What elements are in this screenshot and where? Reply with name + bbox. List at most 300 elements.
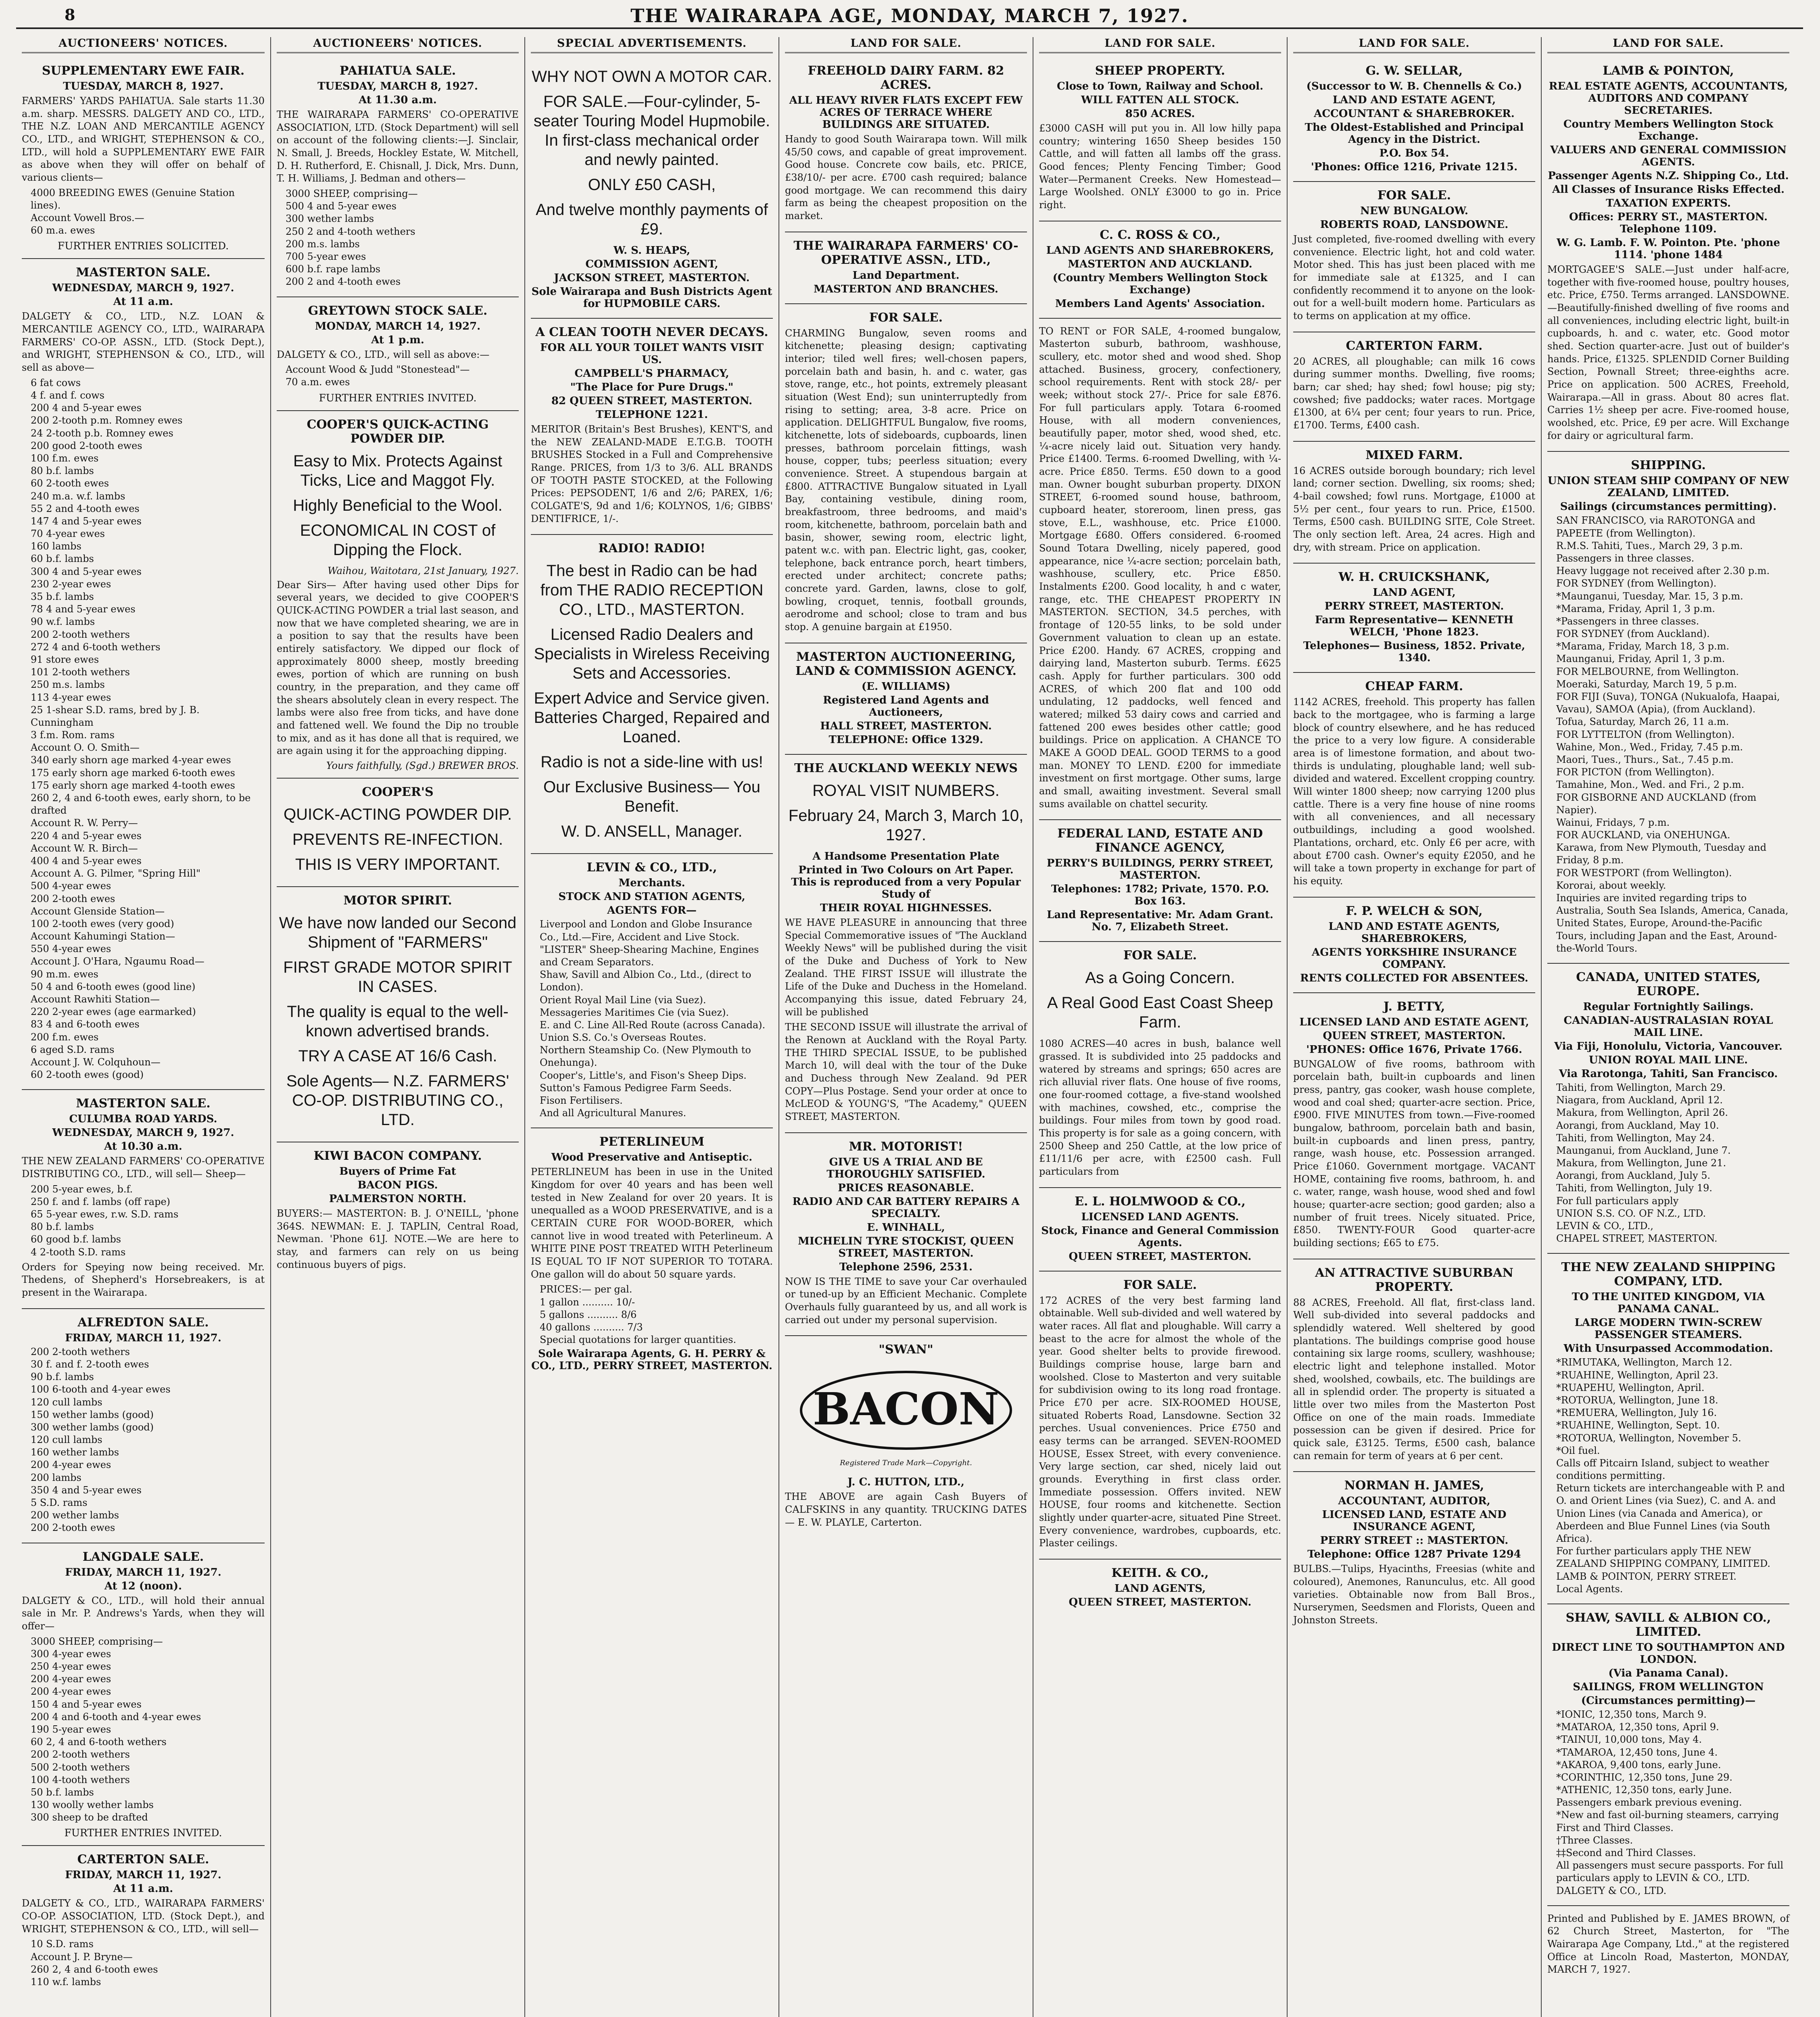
ad-list-item: *TAINUI, 10,000 tons, May 4. <box>1556 1734 1702 1746</box>
ad-list-item: 300 wether lambs (good) <box>31 1421 154 1433</box>
ad-item-list <box>22 1635 265 1824</box>
ad-title: ALFREDTON SALE. <box>77 1315 209 1330</box>
ad-list-item: 60 2-tooth ewes <box>31 478 109 489</box>
ad-list-item: 80 b.f. lambs <box>31 465 94 477</box>
ad-body-text: 1080 ACRES—40 acres in bush, balance well grassed. It is subdivided into 25 paddocks and watered by streams and springs; 650 acres are rich alluvial river flats. One house of five rooms, one four-roomed cottage, a five-stand woolshed with machines, cowshed, etc., comprise the buildings. Four miles from town by good road. This property is for sale as a going concern, with 2500 Sheep and 250 Cattle, at the low price of £11/11/6 per acre, with £2500 cash. Full particulars from <box>1039 1038 1281 1177</box>
column-4 <box>779 37 1033 2017</box>
ad-list-item: 300 wether lambs <box>286 213 374 225</box>
ad-list-item: Cooper's, Little's, and Fison's Sheep Dips. <box>540 1069 747 1081</box>
ad-line: Via Rarotonga, Tahiti, San Francisco. <box>1559 1067 1778 1080</box>
advertisement <box>22 1543 265 1846</box>
ad-list-item: 300 sheep to be drafted <box>31 1812 148 1823</box>
column-3 <box>524 37 779 2017</box>
ad-line: (Successor to W. B. Chennells & Co.) <box>1306 80 1522 92</box>
advertisement <box>1293 993 1535 1259</box>
ad-title: MIXED FARM. <box>1365 448 1463 462</box>
advertisement <box>1293 1259 1535 1472</box>
ad-body-text: BUNGALOW of five rooms, bathroom with porcelain bath, built-in cupboards and linen press, pantry, gas cooker, wash house complete, wood and coal shed; quarter-acre section. Price, £900. FIVE MINUTES from town.—Five-roomed bungalow, bathroom, porcelain bath and basin, built-in cupboards and linen press, pantry, range, wash house, etc. Possession arranged. Price £1060. Government mortgage. VACANT HOME, containing five rooms, bathroom, h. and c. water, range, wash house, wood shed and fowl house; quarter-acre section; good garden; also a number of fruit trees. Nicely situated. Price, £850. TWENTY-FOUR Good quarter-acre building sections; £65 to £75. <box>1293 1058 1535 1249</box>
ad-item-list <box>22 1346 265 1535</box>
ad-line: PERRY'S BUILDINGS, PERRY STREET, MASTERTON. <box>1046 857 1274 882</box>
ad-list-item: Aorangi, from Auckland, May 10. <box>1556 1119 1719 1131</box>
ad-body-text: DALGETY & CO., LTD., will sell as above:— <box>277 349 490 360</box>
ad-item-list <box>1547 1082 1789 1245</box>
ad-title: FOR SALE. <box>869 310 943 325</box>
bacon-logo-graphic <box>793 1364 1019 1469</box>
advertisement <box>1039 1188 1281 1272</box>
advertisement <box>1293 442 1535 564</box>
ad-list-item: 190 5-year ewes <box>31 1723 111 1735</box>
ad-title: A CLEAN TOOTH NEVER DECAYS. <box>535 325 768 339</box>
ad-list-item: 110 w.f. lambs <box>31 1976 101 1988</box>
ad-line: W. S. HEAPS, <box>613 244 691 257</box>
ad-line: Telephone: Office 1287 Private 1294 <box>1307 1548 1521 1561</box>
ad-line: MASTERTON AND BRANCHES. <box>814 283 998 295</box>
ad-line: FRIDAY, MARCH 11, 1927. <box>65 1869 221 1881</box>
ad-line: Telephones— Business, 1852. Private, 1340. <box>1303 640 1526 664</box>
ad-line: "The Place for Pure Drugs." <box>570 381 734 393</box>
ad-display-line: The quality is equal to the well-known advertised brands. <box>287 1002 509 1040</box>
ad-list-item: 90 w.f. lambs <box>31 616 95 628</box>
ad-body-text: PETERLINEUM has been in use in the United Kingdom for over 40 years and has been well tested in New Zealand for over 20 years. It is unequalled as a WOOD PRESERVATIVE, and is a CERTAIN CURE FOR WOOD-BORER, which cannot live in wood treated with Peterlineum. A WHITE PINE POST TREATED WITH Peterlineum IS EQUAL TO IF NOT SUPERIOR TO TOTARA. One gallon will do about 50 square yards. <box>531 1166 773 1280</box>
ad-list-item: Wainui, Fridays, 7 p.m. <box>1556 816 1670 828</box>
ad-line: J. C. HUTTON, LTD., <box>847 1476 964 1489</box>
ad-list-item: 200 good 2-tooth ewes <box>31 440 142 451</box>
ad-list-item: 200 2-tooth ewes <box>31 1522 115 1534</box>
ad-item-list <box>1547 1708 1789 1897</box>
ad-line: CULUMBA ROAD YARDS. <box>69 1113 217 1125</box>
ad-list-item: FOR SYDNEY (from Wellington). <box>1556 578 1717 589</box>
ad-list-item: 220 2-year ewes (age earmarked) <box>31 1006 196 1018</box>
ad-line: ALL HEAVY RIVER FLATS EXCEPT FEW ACRES OF TERRACE WHERE BUILDINGS ARE SITUATED. <box>789 94 1023 131</box>
ad-line: W. G. Lamb. F. W. Pointon. Pte. 'phone 1114. 'phone 1484 <box>1556 237 1780 261</box>
ad-list-item: 500 2-tooth wethers <box>31 1761 130 1773</box>
ad-title: "SWAN" <box>879 1343 933 1357</box>
advertisement <box>785 232 1027 304</box>
ad-list-item: *RUAHINE, Wellington, April 23. <box>1556 1369 1718 1381</box>
column-header: LAND FOR SALE. <box>1293 37 1535 53</box>
ad-line: JACKSON STREET, MASTERTON. <box>554 272 750 284</box>
ad-line: REAL ESTATE AGENTS, ACCOUNTANTS, AUDITORS AND COMPANY SECRETARIES. <box>1549 80 1788 117</box>
advertisement <box>1039 1560 1281 1616</box>
ad-list-item: 150 wether lambs (good) <box>31 1409 154 1420</box>
advertisement <box>1039 942 1281 1188</box>
ad-display-line: TRY A CASE AT 16/6 Cash. <box>298 1047 497 1065</box>
ad-body-text: THE NEW ZEALAND FARMERS' CO-OPERATIVE DISTRIBUTING CO., LTD., will sell— Sheep— <box>22 1155 265 1180</box>
ad-list-item: 70 4-year ewes <box>31 528 105 540</box>
ad-list-item: 4 2-tooth S.D. rams <box>31 1246 126 1258</box>
advertisement <box>1547 57 1789 452</box>
ad-item-list <box>531 1283 773 1346</box>
ad-body-text: BUYERS:— MASTERTON: B. J. O'NEILL, 'phone 364S. NEWMAN: E. J. TAPLIN, Central Road, Newman. 'Phone 61J. NOTE.—We are here to stay, and farmers can rely on us being continuous buyers of pigs. <box>277 1207 519 1270</box>
ad-line: At 10.30 a.m. <box>104 1140 182 1153</box>
ad-line: Passenger Agents N.Z. Shipping Co., Ltd. <box>1548 170 1789 182</box>
ad-title: RADIO! RADIO! <box>598 541 705 556</box>
ad-list-item: Account J. P. Bryne— <box>31 1951 133 1963</box>
ad-line: At 1 p.m. <box>371 334 424 346</box>
ad-line: All Classes of Insurance Risks Effected. <box>1552 184 1785 196</box>
ad-line: FOR ALL YOUR TOILET WANTS VISIT US. <box>540 342 764 366</box>
ad-line: ACCOUNTANT, AUDITOR, <box>1338 1495 1490 1508</box>
ad-display-line: ROYAL VISIT NUMBERS. <box>812 781 1000 800</box>
ad-list-item: UNION S.S. CO. OF N.Z., LTD. <box>1556 1207 1706 1219</box>
ad-title: THE AUCKLAND WEEKLY NEWS <box>794 761 1018 775</box>
ad-list-item: 5 gallons .......... 8/6 <box>540 1309 637 1320</box>
ad-list-item: Tofua, Saturday, March 26, 11 a.m. <box>1556 716 1729 728</box>
ad-list-item: 230 2-year ewes <box>31 578 111 590</box>
ad-title: F. P. WELCH & SON, <box>1346 904 1483 918</box>
ad-title: J. BETTY, <box>1383 999 1445 1014</box>
ad-display-line: Radio is not a side-line with us! <box>541 753 763 771</box>
ad-list-item: *CORINTHIC, 12,350 tons, June 29. <box>1556 1771 1733 1783</box>
ad-list-item: 65 5-year ewes, r.w. S.D. rams <box>31 1209 179 1220</box>
ad-list-item: 100 6-tooth and 4-year ewes <box>31 1384 171 1395</box>
ad-list-item: Account Kahumingi Station— <box>31 931 175 942</box>
ad-list-item: Kororai, about weekly. <box>1556 879 1666 891</box>
ad-line: LAND AND ESTATE AGENTS, SHAREBROKERS, <box>1328 920 1500 945</box>
ad-display-line: As a Going Concern. <box>1085 969 1235 987</box>
ad-list-item: 35 b.f. lambs <box>31 591 94 602</box>
ad-list-item: 6 aged S.D. rams <box>31 1044 115 1055</box>
advertisement <box>1039 820 1281 942</box>
ad-body-text: Dear Sirs— After having used other Dips for several years, we decided to give COOPER'S QUICK-ACTING POWDER a trial last season, and now that we have completed shearing, we are in a position to say that the results have been entirely satisfactory. We dipped our flock of approximately 8000 sheep, mostly breeding ewes, portion of which are running on bush country, in the preparation, and they came off the shears absolutely clean in every respect. The lambs were also free from ticks, and have done and fattened well. We found the Dip no trouble to mix, and as it has done all that is required, we are again using it for the approaching dipping. <box>277 579 519 757</box>
ad-list-item: 150 4 and 5-year ewes <box>31 1698 142 1710</box>
ad-list-item: Makura, from Wellington, June 21. <box>1556 1157 1726 1169</box>
ad-body-text: 88 ACRES, Freehold. All flat, first-class land. Well sub-divided into several paddocks and splendidly watered. Well sheltered by good plantations. The buildings comprise good house containing six large rooms, scullery, washhouse; electric light and telephone installed. Motor shed, woolshed, cowbails, etc. The buildings are all in splendid order. The property is situated a little over two miles from the Masterton Post Office on one of the main roads. Immediate possession can be given if desired. Price for quick sale, £3125. Terms, £500 cash, balance can remain for term of years at 6 per cent. <box>1293 1297 1535 1462</box>
ad-display-line: QUICK-ACTING POWDER DIP. <box>284 805 512 823</box>
ad-list-item: 175 early shorn age marked 4-tooth ewes <box>31 779 235 791</box>
ad-line: PRICES REASONABLE. <box>838 1182 974 1194</box>
ad-line: 'Phones: Office 1216, Private 1215. <box>1311 161 1518 173</box>
ad-list-item: *REMUERA, Wellington, July 16. <box>1556 1407 1717 1419</box>
ad-body-text: Printed and Published by E. JAMES BROWN, of 62 Church Street, Masterton, for "The Wairarapa Age Company, Ltd.," at the registered Office at Lincoln Road, Masterton, MONDAY, MARCH 7, 1927. <box>1547 1913 1789 1975</box>
ad-list-item: 200 wether lambs <box>31 1510 119 1521</box>
ad-list-item: 10 S.D. rams <box>31 1938 94 1950</box>
ad-title: MOTOR SPIRIT. <box>343 893 452 908</box>
masthead <box>16 3 1803 29</box>
ad-list-item: 60 b.f. lambs <box>31 553 94 565</box>
advertisement <box>785 643 1027 755</box>
ad-title: KIWI BACON COMPANY. <box>313 1148 482 1163</box>
ad-list-item: Inquiries are invited regarding trips to Australia, South Sea Islands, America, Canada, United States, Europe, Around-the-Pacific Tours, including Japan and the East, Around-the-World Tours. <box>1556 892 1789 954</box>
ad-list-item: *Marama, Friday, April 1, 3 p.m. <box>1556 603 1716 614</box>
ad-body-text: TO RENT or FOR SALE, 4-roomed bungalow, Masterton suburb, bathroom, washhouse, scullery, etc. motor shed and wood shed. Shop attached. Business, grocery, confectionery, school requirements. Rent with stock 28/- per week; without stock 27/-. Price for sale £876. For full particulars apply. Totara 6-roomed House, with all modern conveniences, beautifully paper, motor shed, wood shed, etc. ¼-acre nicely laid out. Situation very handy. Price £1400. Terms. 6-roomed Dwelling, with ¼-acre. Price £850. Terms. £50 down to a good man. Owner bought suburban property. DIXON STREET, 6-roomed sound house, bathroom, cupboard heater, storeroom, linen press, gas stove, E.L., washhouse, etc. Price £1000. Mortgage £680. Offers considered. 6-roomed Sound Totara Dwelling, nicely papered, good appearance, nice ¼-acre section; porcelain bath, washhouse, scullery, etc. Price £850. Instalments £200. Good locality, h and c water, range, etc. THE CHEAPEST PROPERTY IN MASTERTON. SECTION, 34.5 perches, with frontage of 120-55 links, to be sold under Government valuation to clean up an estate. Price £200. Handy. 67 ACRES, cropping and dairying land, Masterton suburb. Terms. £625 cash. Apply for further particulars. 300 odd ACRES, of which 200 flat and 100 odd undulating, 12 paddocks, well fenced and watered; milked 53 dairy cows and carried and fattened 200 ewes besides other cattle; good buildings. Price on application. A CHANCE TO MAKE A GOOD DEAL. GOOD TERMS to a good man. MONEY TO LEND. £200 for immediate investment on first mortgage. Other sums, large and small, awaiting investment. Several small sums available on chattel security. <box>1039 325 1281 810</box>
ad-line: Merchants. <box>618 877 685 889</box>
ad-list-item: LEVIN & CO., LTD., <box>1556 1220 1654 1232</box>
ad-list-item: Account R. W. Perry— <box>31 817 138 829</box>
ad-line: 'PHONES: Office 1676, Private 1766. <box>1306 1043 1522 1056</box>
ad-line: Offices: PERRY ST., MASTERTON. Telephone 1109. <box>1569 211 1768 235</box>
ad-display-line: ECONOMICAL IN COST of Dipping the Flock. <box>300 521 496 559</box>
ad-display-line: PREVENTS RE-INFECTION. <box>292 830 503 848</box>
ad-title: PAHIATUA SALE. <box>339 64 456 78</box>
ad-list-item: 200 2-tooth wethers <box>31 1749 130 1760</box>
ad-list-item: 24 2-tooth p.b. Romney ewes <box>31 427 173 439</box>
ad-display-line: Expert Advice and Service given. Batteries Charged, Repaired and Loaned. <box>534 689 770 746</box>
ad-item-list <box>1547 514 1789 955</box>
ad-title: NORMAN H. JAMES, <box>1344 1478 1484 1493</box>
logo-word: BACON <box>812 1383 1000 1435</box>
ad-list-item: Account A. G. Pilmer, "Spring Hill" <box>31 868 201 879</box>
column-6 <box>1287 37 1541 2017</box>
ad-title: SHIPPING. <box>1631 458 1706 473</box>
ad-list-item: Account O. O. Smith— <box>31 742 140 754</box>
column-1 <box>16 37 270 2017</box>
further-entries-note: FURTHER ENTRIES INVITED. <box>319 392 477 404</box>
ad-title: MR. MOTORIST! <box>849 1139 963 1154</box>
ad-line: At 12 (noon). <box>104 1580 182 1592</box>
newspaper-title: THE WAIRARAPA AGE, MONDAY, MARCH 7, 1927. <box>630 5 1189 27</box>
ad-list-item: 78 4 and 5-year ewes <box>31 603 136 615</box>
column-7 <box>1541 37 1795 2017</box>
ad-title: FOR SALE. <box>1123 1278 1197 1292</box>
ad-title: AN ATTRACTIVE SUBURBAN PROPERTY. <box>1315 1265 1513 1294</box>
ad-list-item: Tahiti, from Wellington, March 29. <box>1556 1082 1726 1093</box>
further-entries-note: FURTHER ENTRIES SOLICITED. <box>57 240 229 252</box>
ad-body-text: Just completed, five-roomed dwelling with every convenience. Electric light, hot and cold water. Motor shed. This has just been placed with me for immediate sale at £1325, and I can confidently recommend it to anyone on the look-out for a well-built modern home. Particulars as to terms on application at my office. <box>1293 234 1535 322</box>
ad-line: RADIO AND CAR BATTERY REPAIRS A SPECIALTY. <box>792 1195 1020 1220</box>
advertisement <box>785 1133 1027 1336</box>
ad-list-item: Union S.S. Co.'s Overseas Routes. <box>540 1032 706 1044</box>
ad-title: CARTERTON FARM. <box>1346 338 1483 353</box>
ad-list-item: *Passengers in three classes. <box>1556 615 1699 627</box>
ad-item-list <box>22 1183 265 1259</box>
ad-list-item: Tamahine, Mon., Wed. and Fri., 2 p.m. <box>1556 779 1745 791</box>
ad-line: At 11.30 a.m. <box>359 94 437 106</box>
ad-line: SAILINGS, FROM WELLINGTON <box>1573 1681 1764 1693</box>
ad-list-item: †Three Classes. <box>1556 1834 1633 1846</box>
ad-line: PERRY STREET :: MASTERTON. <box>1320 1535 1509 1547</box>
ad-list-item: FOR MELBOURNE, from Wellington. <box>1556 666 1739 677</box>
ad-list-item: R.M.S. Tahiti, Tues., March 29, 3 p.m. <box>1556 540 1743 551</box>
advertisement <box>531 535 773 854</box>
ad-display-line: WHY NOT OWN A MOTOR CAR. <box>532 68 772 86</box>
ad-list-item: Account J. O'Hara, Ngaumu Road— <box>31 956 205 967</box>
ad-list-item: Account Wood & Judd "Stonestead"— <box>286 364 470 376</box>
ad-line: With Unsurpassed Accommodation. <box>1563 1343 1773 1355</box>
ad-list-item: Passengers in three classes. <box>1556 552 1695 564</box>
ad-line: GIVE US A TRIAL AND BE THOROUGHLY SATISFIED. <box>827 1156 985 1180</box>
ad-list-item: Tahiti, from Wellington, July 19. <box>1556 1182 1713 1194</box>
ad-list-item: 260 2, 4 and 6-tooth ewes <box>31 1963 158 1975</box>
ad-line: COMMISSION AGENT, <box>585 258 718 270</box>
ad-list-item: 3000 SHEEP, comprising— <box>31 1635 163 1647</box>
ad-item-list <box>22 377 265 1082</box>
ad-list-item: 240 m.a. w.f. lambs <box>31 490 125 502</box>
ad-line: UNION ROYAL MAIL LINE. <box>1588 1054 1748 1066</box>
ad-list-item: *New and fast oil-burning steamers, carrying First and Third Classes. <box>1556 1809 1779 1833</box>
ad-list-item: Heavy luggage not received after 2.30 p.m. <box>1556 565 1770 577</box>
advertisement <box>1547 964 1789 1254</box>
ad-line: TUESDAY, MARCH 8, 1927. <box>63 80 223 92</box>
ad-list-item: FOR AUCKLAND, via ONEHUNGA. <box>1556 829 1730 841</box>
ad-display-line: W. D. ANSELL, Manager. <box>561 823 743 841</box>
ad-list-item: 200 2 and 4-tooth ewes <box>286 276 401 288</box>
ad-line: LICENSED LAND AGENTS. <box>1081 1211 1239 1223</box>
ad-list-item: 200 2-tooth p.m. Romney ewes <box>31 415 183 426</box>
ad-list-item: 60 m.a. ewes <box>31 225 95 236</box>
ad-line: Sailings (circumstances permitting). <box>1560 501 1777 513</box>
ad-title: LAMB & POINTON, <box>1603 64 1734 78</box>
ad-line: ACCOUNTANT & SHAREBROKER. <box>1314 108 1515 120</box>
ad-list-item: 550 4-year ewes <box>31 943 111 955</box>
ad-line: (Circumstances permitting)— <box>1581 1694 1756 1707</box>
ad-line: TAXATION EXPERTS. <box>1606 197 1731 209</box>
ad-list-item: "LISTER" Sheep-Shearing Machine, Engines and Cream Separators. <box>540 944 759 968</box>
ad-list-item: *RIMUTAKA, Wellington, March 12. <box>1556 1357 1732 1368</box>
ad-list-item: 130 woolly wether lambs <box>31 1799 154 1811</box>
ad-display-line: Highly Beneficial to the Wool. <box>293 496 503 514</box>
ad-body-text: 20 ACRES, all ploughable; can milk 16 cows during summer months. Dwelling, five rooms; barn; car shed; hay shed; fowl house; pig sty; cowshed; five paddocks; water races. Mortgage £1300, at 6¼ per cent; four years to run. Price, £1700. Terms, £400 cash. <box>1293 355 1535 431</box>
ad-list-item: ‡‡Second and Third Classes. <box>1556 1847 1696 1859</box>
ad-title: CARTERTON SALE. <box>77 1852 209 1867</box>
ad-list-item: *MATAROA, 12,350 tons, April 9. <box>1556 1721 1719 1733</box>
ad-line: LAND AGENTS, <box>1114 1583 1206 1595</box>
ad-body-text: 172 ACRES of the very best farming land obtainable. Well sub-divided and well watered by water races. All flat and ploughable. Will carry a beast to the acre for almost the whole of the year. Good shelter belts to provide firewood. Buildings comprise house, large barn and woolshed. Close to Masterton and very suitable for subdivision owing to its long road frontage. Price £70 per acre. SIX-ROOMED HOUSE, situated Roberts Road, Lansdowne. Section 32 perches. Usual conveniences. Price £750 and easy terms can be arranged. SEVEN-ROOMED HOUSE, Essex Street, with every convenience. Very large section, car shed, nicely laid out grounds. Everything in first class order. Immediate possession. Offers invited. NEW HOUSE, four rooms and kitchenette. Section slightly under quarter-acre, situated Pine Street. Every convenience, wardrobes, cupboards, etc. Plaster ceilings. <box>1039 1295 1281 1549</box>
ad-list-item: 400 4 and 5-year ewes <box>31 855 142 867</box>
ad-list-item: Calls off Pitcairn Island, subject to weather conditions permitting. <box>1556 1457 1769 1482</box>
advertisement <box>1293 57 1535 182</box>
ad-line: At 11 a.m. <box>113 1883 173 1895</box>
advertisement <box>1039 319 1281 821</box>
ad-list-item: 200 2-tooth wethers <box>31 1346 130 1357</box>
ad-line: WEDNESDAY, MARCH 9, 1927. <box>52 1127 234 1139</box>
ad-list-item: Maunganui, from Auckland, June 7. <box>1556 1144 1731 1156</box>
ad-list-item: 300 4-year ewes <box>31 1648 111 1660</box>
ad-list-item: *ROTORUA, Wellington, November 5. <box>1556 1432 1741 1444</box>
advertisement <box>531 319 773 535</box>
column-2 <box>270 37 524 2017</box>
ad-list-item: 350 4 and 5-year ewes <box>31 1484 142 1496</box>
ad-list-item: Shaw, Savill and Albion Co., Ltd., (direct to London). <box>540 969 751 993</box>
ad-list-item: *RUAHINE, Wellington, Sept. 10. <box>1556 1420 1720 1431</box>
column-5 <box>1033 37 1287 2017</box>
ad-line: 850 ACRES. <box>1125 108 1195 120</box>
column-header: LAND FOR SALE. <box>1039 37 1281 53</box>
ad-line: WEDNESDAY, MARCH 9, 1927. <box>52 282 234 294</box>
ad-line: CAMPBELL'S PHARMACY, <box>574 367 729 380</box>
ad-list-item: 250 m.s. lambs <box>31 679 105 691</box>
ad-list-item: FOR GISBORNE AND AUCKLAND (from Napier). <box>1556 791 1757 816</box>
ad-line: HALL STREET, MASTERTON. <box>820 720 992 732</box>
ad-title: GREYTOWN STOCK SALE. <box>308 303 488 318</box>
ad-list-item: 55 2 and 4-tooth ewes <box>31 503 140 514</box>
ad-list-item: LAMB & POINTON, PERRY STREET. <box>1556 1570 1737 1582</box>
ad-list-item: Special quotations for larger quantities. <box>540 1334 737 1346</box>
advertisement <box>1547 1254 1789 1604</box>
ad-list-item: 175 early shorn age marked 6-tooth ewes <box>31 767 235 779</box>
ad-list-item: FOR FIJI (Suva), TONGA (Nukualofa, Haapai, Vavau), SAMOA (Apia), (from Auckland). <box>1556 691 1780 715</box>
ad-line: Registered Land Agents and Auctioneers, <box>823 694 989 718</box>
ad-line: Land Department. <box>852 269 960 282</box>
ad-list-item: Karawa, from New Plymouth, Tuesday and Friday, 8 p.m. <box>1556 842 1767 866</box>
advertisement <box>1293 182 1535 332</box>
ad-line: Telephones: 1782; Private, 1570. P.O. Box 163. <box>1051 883 1269 908</box>
advertisement <box>22 259 265 1090</box>
ad-title: KEITH. & CO., <box>1111 1566 1209 1581</box>
ad-line: AGENTS FOR— <box>607 904 697 917</box>
ad-list-item: *TAMAROA, 12,450 tons, June 4. <box>1556 1746 1718 1758</box>
ad-list-item: 160 lambs <box>31 541 81 552</box>
ad-line: Buyers of Prime Fat <box>339 1165 456 1178</box>
advertisement <box>1293 898 1535 993</box>
further-entries-note: FURTHER ENTRIES INVITED. <box>64 1827 222 1839</box>
advertisement <box>1293 332 1535 442</box>
advertisement <box>785 755 1027 1133</box>
ad-list-item: PRICES:— per gal. <box>540 1284 632 1295</box>
advertisement <box>531 57 773 319</box>
ad-list-item: *ROTORUA, Wellington, June 18. <box>1556 1394 1718 1406</box>
column-header: SPECIAL ADVERTISEMENTS. <box>531 37 773 53</box>
ad-line: (Country Members Wellington Stock Exchange) <box>1052 271 1268 296</box>
ad-title: FREEHOLD DAIRY FARM. 82 ACRES. <box>808 64 1004 92</box>
ad-title: FOR SALE. <box>1377 188 1451 203</box>
ad-list-item: 90 b.f. lambs <box>31 1371 94 1383</box>
ad-display-line: And twelve monthly payments of £9. <box>536 201 768 238</box>
ad-list-item: 260 2, 4 and 6-tooth ewes, early shorn, to be drafted <box>31 792 251 816</box>
ad-line: MICHELIN TYRE STOCKIST, QUEEN STREET, MASTERTON. <box>798 1235 1014 1259</box>
ad-title: THE WAIRARAPA FARMERS' CO-OPERATIVE ASSN., LTD., <box>793 238 1019 267</box>
ad-line: P.O. Box 54. <box>1379 147 1449 159</box>
ad-list-item: 200 4-year ewes <box>31 1459 111 1471</box>
ad-title: FEDERAL LAND, ESTATE AND FINANCE AGENCY, <box>1057 827 1263 855</box>
ad-list-item: 91 store ewes <box>31 654 99 665</box>
advertisement <box>277 887 519 1142</box>
ad-line: QUEEN STREET, MASTERTON. <box>1069 1596 1252 1609</box>
advertisement <box>785 1336 1027 1538</box>
advertisement <box>277 1142 519 1280</box>
ad-title: MASTERTON AUCTIONEERING, LAND & COMMISSION AGENCY. <box>795 649 1016 678</box>
ad-list-item: 60 good b.f. lambs <box>31 1234 121 1245</box>
ad-list-item: 50 4 and 6-tooth ewes (good line) <box>31 981 196 992</box>
advertisement <box>1547 452 1789 964</box>
ad-list-item: 250 2 and 4-tooth wethers <box>286 226 415 237</box>
ad-line: Farm Representative— KENNETH WELCH, 'Phone 1823. <box>1315 614 1513 639</box>
ad-body-text: 1142 ACRES, freehold. This property has fallen back to the mortgagee, who is farming a large block of country elsewhere, and he has reduced the price to a very low figure. A considerable area is of limestone formation, and about two-thirds is undulating, ploughable land; well sub-divided and watered. Excellent cropping country. Will winter 1800 sheep; now carrying 1200 plus cattle. There is a very fine house of nine rooms with all conveniences, and all necessary outbuildings, including a good woolshed. Plantations, orchard, etc. Only £6 per acre, with about £700 cash. Owner's equity £2050, and he will take a town property in exchange for part of his equity. <box>1293 696 1535 887</box>
ad-title: THE NEW ZEALAND SHIPPING COMPANY, LTD. <box>1561 1260 1776 1289</box>
ad-list-item: 4000 BREEDING EWES (Genuine Station lines). <box>31 187 235 211</box>
ad-list-item: Tahiti, from Wellington, May 24. <box>1556 1132 1715 1144</box>
ad-list-item: Passengers embark previous evening. <box>1556 1797 1742 1808</box>
ad-title: MASTERTON SALE. <box>76 1096 211 1111</box>
ad-line: TUESDAY, MARCH 8, 1927. <box>317 80 478 92</box>
advertisement <box>1039 57 1281 221</box>
ad-display-line: THIS IS VERY IMPORTANT. <box>295 855 501 873</box>
ad-list-item: 90 m.m. ewes <box>31 968 98 980</box>
ad-list-item: 3 f.m. Rom. rams <box>31 729 115 741</box>
ad-line: A Handsome Presentation Plate <box>812 850 1000 862</box>
ad-line: VALUERS AND GENERAL COMMISSION AGENTS. <box>1550 144 1787 168</box>
ad-item-list <box>1547 1356 1789 1595</box>
ad-list-item: Wahine, Mon., Wed., Friday, 7.45 p.m. <box>1556 741 1743 753</box>
advertisement <box>785 304 1027 643</box>
advertisement <box>277 779 519 887</box>
ad-display-line: We have now landed our Second Shipment of "FARMERS" <box>279 914 517 951</box>
ad-list-item: For full particulars apply <box>1556 1195 1679 1207</box>
ad-title: G. W. SELLAR, <box>1365 64 1463 78</box>
ad-body-text: FARMERS' YARDS PAHIATUA. Sale starts 11.30 a.m. sharp. MESSRS. DALGETY AND CO., LTD., THE N.Z. LOAN AND MERCANTILE AGENCY CO., LTD., and WRIGHT, STEPHENSON & CO., LTD., will hold a SUPPLEMENTARY EWE FAIR as above when they will offer on behalf of various clients— <box>22 95 265 184</box>
ad-list-item: 5 S.D. rams <box>31 1497 88 1509</box>
ad-list-item: Account Glenside Station— <box>31 905 165 917</box>
ad-list-item: 200 lambs <box>31 1472 81 1483</box>
ad-line: PALMERSTON NORTH. <box>329 1192 467 1205</box>
advertisement <box>785 57 1027 232</box>
ad-list-item: 300 4 and 5-year ewes <box>31 566 142 577</box>
advertisement <box>22 1090 265 1309</box>
advertisement <box>1293 1472 1535 1635</box>
ad-list-item: 160 wether lambs <box>31 1447 119 1458</box>
ad-list-item: 700 5-year ewes <box>286 251 366 262</box>
ad-list-item: 83 4 and 6-tooth ewes <box>31 1019 140 1030</box>
